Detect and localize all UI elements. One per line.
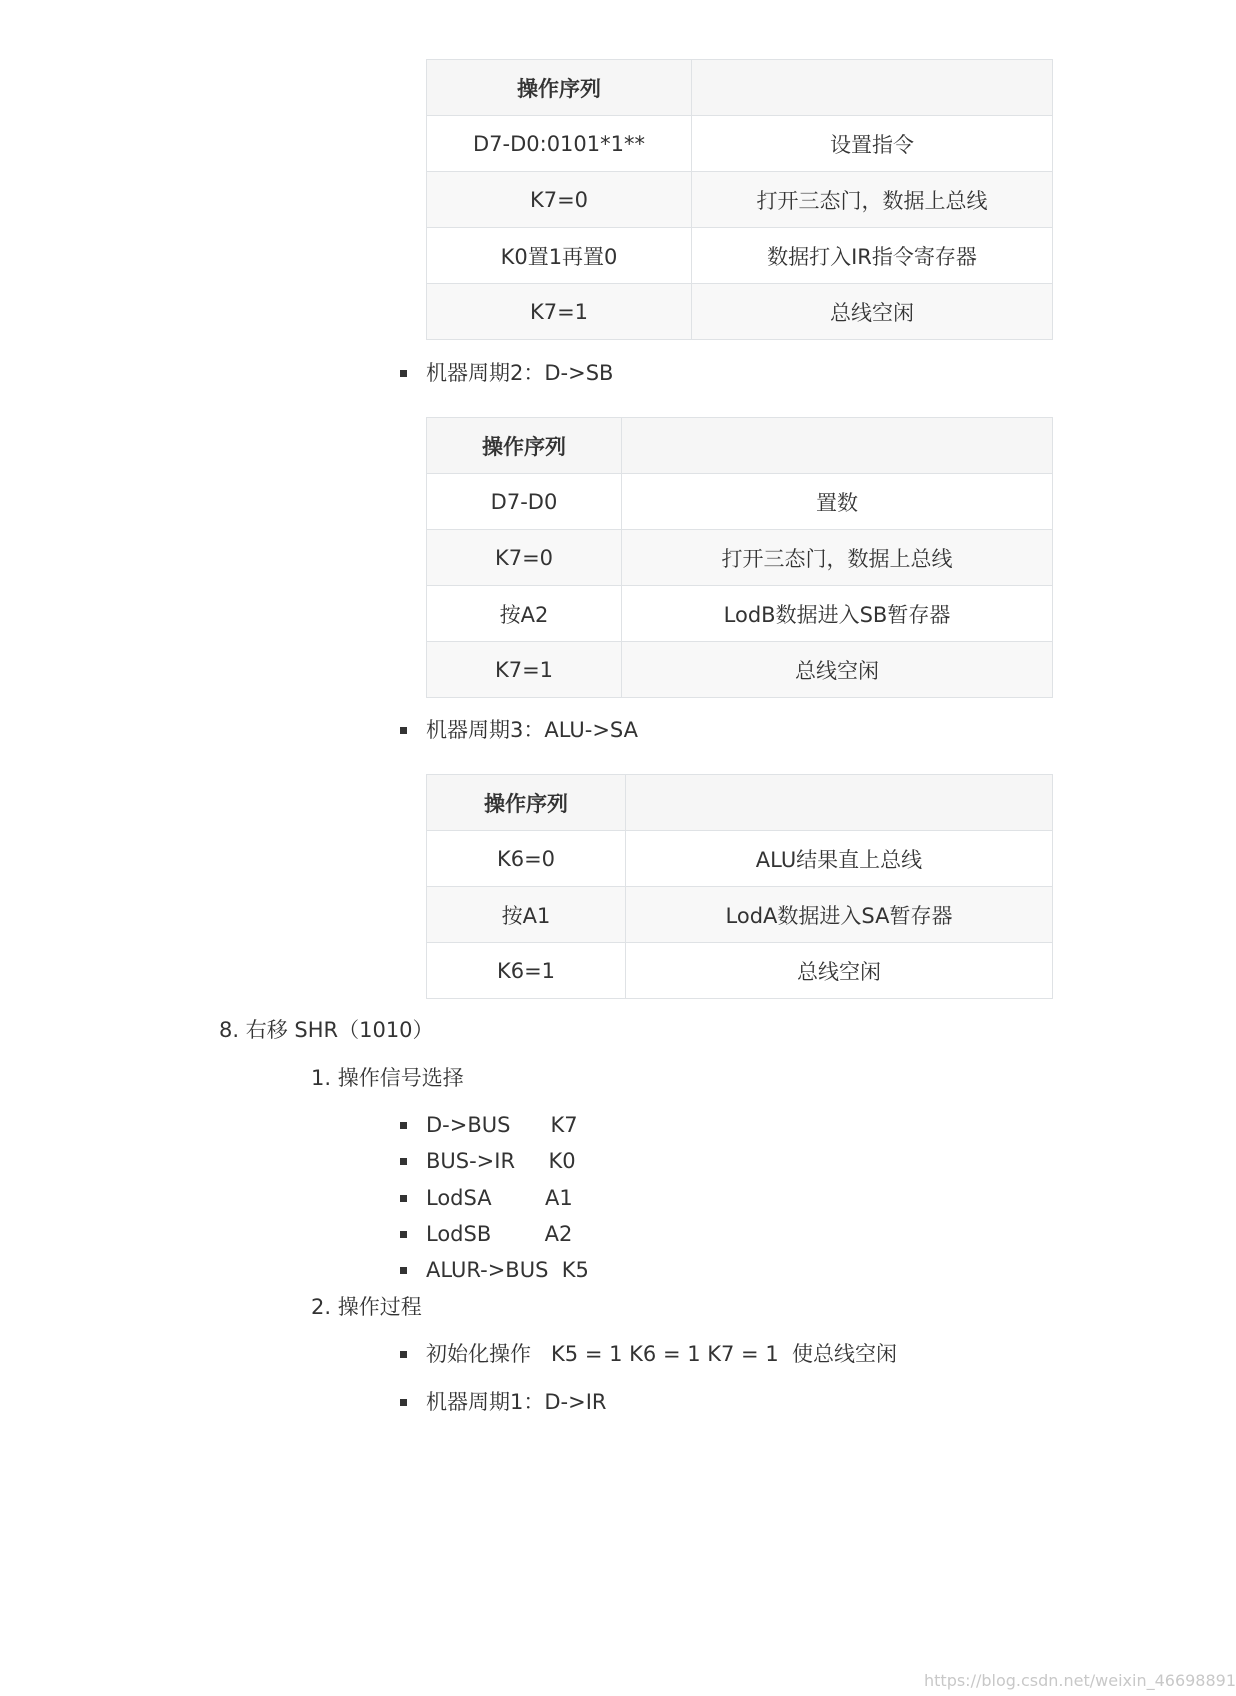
description-cell: 数据打入IR指令寄存器 <box>692 228 1053 284</box>
cycle2-heading: 机器周期2：D->SB <box>426 358 613 388</box>
table-row <box>427 116 1053 172</box>
header-description <box>692 60 1053 116</box>
operation-table-1 <box>426 59 1053 340</box>
table-row <box>427 530 1053 586</box>
signal-cell: D7-D0 <box>427 474 622 530</box>
signal-cell: K0置1再置0 <box>427 228 692 284</box>
signal-cell: K7=1 <box>427 642 622 698</box>
table-row <box>427 642 1053 698</box>
signal-cell: K6=0 <box>427 831 626 887</box>
signal-item: LodSB A2 <box>426 1219 572 1249</box>
signal-cell: K7=0 <box>427 172 692 228</box>
signal-cell: K7=0 <box>427 530 622 586</box>
subsection-signal-selection: 1. 操作信号选择 <box>311 1066 464 1090</box>
description-cell: 总线空闲 <box>626 943 1053 999</box>
header-operation-sequence: 操作序列 <box>427 60 692 116</box>
operation-table-2 <box>426 417 1053 698</box>
signal-cell: K7=1 <box>427 284 692 340</box>
signal-cell: K6=1 <box>427 943 626 999</box>
header-description <box>626 775 1053 831</box>
init-operation-item: 初始化操作 K5 = 1 K6 = 1 K7 = 1 使总线空闲 <box>426 1339 897 1369</box>
description-cell: 设置指令 <box>692 116 1053 172</box>
table-row <box>427 831 1053 887</box>
description-cell: LodB数据进入SB暂存器 <box>622 586 1053 642</box>
cycle3-heading: 机器周期3：ALU->SA <box>426 715 638 745</box>
header-operation-sequence: 操作序列 <box>427 775 626 831</box>
table-row <box>427 172 1053 228</box>
signal-cell: D7-D0:0101*1** <box>427 116 692 172</box>
table-row <box>427 284 1053 340</box>
signal-item: BUS->IR K0 <box>426 1146 576 1176</box>
description-cell: 置数 <box>622 474 1053 530</box>
table-header-row <box>427 418 1053 474</box>
section-8-heading: 8. 右移 SHR（1010） <box>219 1018 434 1042</box>
header-description <box>622 418 1053 474</box>
table-row <box>427 943 1053 999</box>
signal-cell: 按A2 <box>427 586 622 642</box>
table-row <box>427 887 1053 943</box>
description-cell: 打开三态门，数据上总线 <box>622 530 1053 586</box>
table-header-row <box>427 60 1053 116</box>
signal-item: ALUR->BUS K5 <box>426 1255 589 1285</box>
table-row <box>427 228 1053 284</box>
description-cell: LodA数据进入SA暂存器 <box>626 887 1053 943</box>
table-row <box>427 586 1053 642</box>
description-cell: 总线空闲 <box>692 284 1053 340</box>
cycle1-item: 机器周期1：D->IR <box>426 1387 607 1417</box>
table-row <box>427 474 1053 530</box>
table-header-row <box>427 775 1053 831</box>
description-cell: 打开三态门，数据上总线 <box>692 172 1053 228</box>
description-cell: 总线空闲 <box>622 642 1053 698</box>
signal-item: LodSA A1 <box>426 1183 573 1213</box>
description-cell: ALU结果直上总线 <box>626 831 1053 887</box>
operation-table-3 <box>426 774 1053 999</box>
header-operation-sequence: 操作序列 <box>427 418 622 474</box>
subsection-operation-process: 2. 操作过程 <box>311 1295 422 1319</box>
signal-cell: 按A1 <box>427 887 626 943</box>
watermark: https://blog.csdn.net/weixin_46698891 <box>924 1671 1236 1690</box>
signal-item: D->BUS K7 <box>426 1110 578 1140</box>
